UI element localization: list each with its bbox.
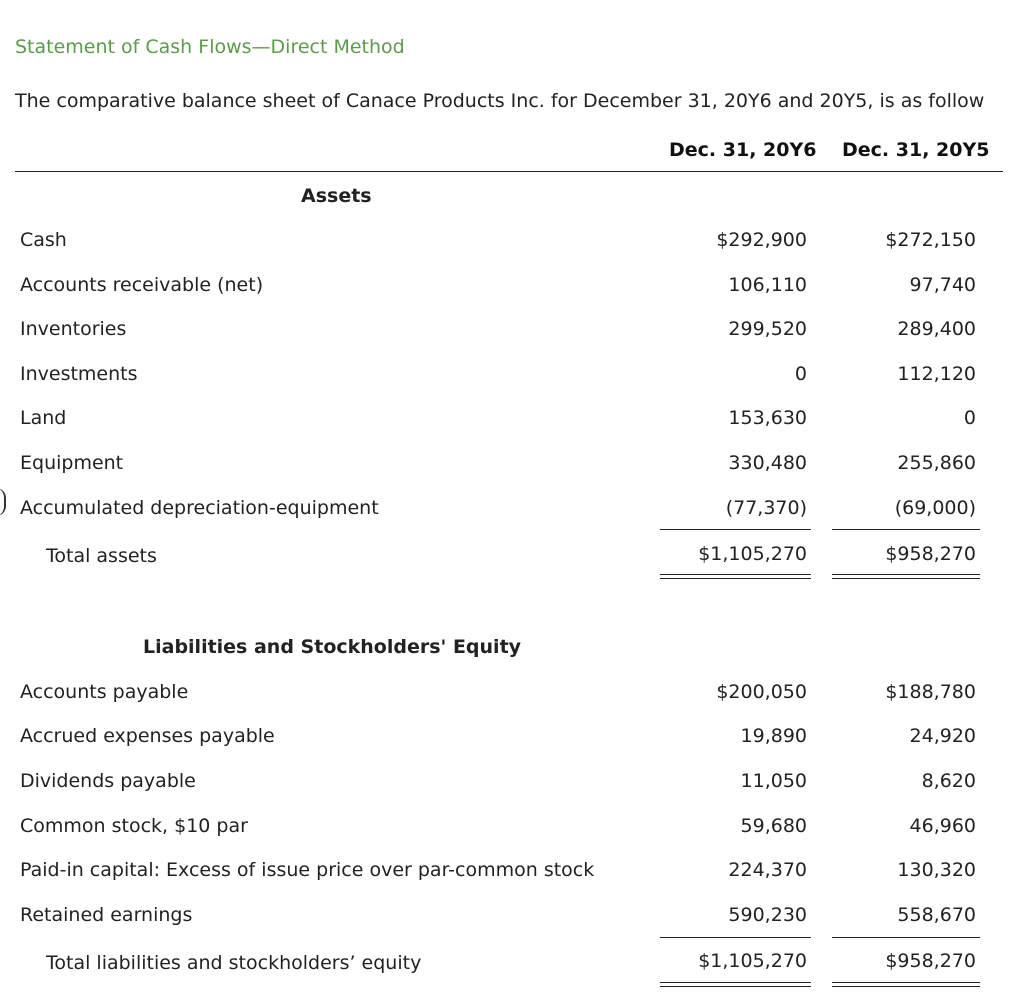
value-retained-earnings-20y6: 590,230 bbox=[728, 904, 807, 926]
value-total-assets-20y6: $1,105,270 bbox=[698, 543, 807, 565]
value-accrued-expenses-20y5: 24,920 bbox=[909, 725, 976, 747]
row-label-accounts-receivable: Accounts receivable (net) bbox=[20, 274, 264, 296]
value-inventories-20y5: 289,400 bbox=[897, 318, 976, 340]
value-accumulated-depreciation-20y5: (69,000) bbox=[894, 497, 976, 519]
assets-heading: Assets bbox=[301, 185, 372, 207]
value-total-liabilities-20y5: $958,270 bbox=[885, 950, 976, 972]
value-investments-20y5: 112,120 bbox=[897, 363, 976, 385]
value-dividends-payable-20y5: 8,620 bbox=[921, 770, 976, 792]
subtotal-rule bbox=[660, 937, 811, 938]
row-label-investments: Investments bbox=[20, 363, 138, 385]
row-label-equipment: Equipment bbox=[20, 452, 124, 474]
row-label-cash: Cash bbox=[20, 229, 67, 251]
row-label-accrued-expenses: Accrued expenses payable bbox=[20, 725, 275, 747]
total-double-rule bbox=[832, 574, 980, 575]
row-label-common-stock: Common stock, $10 par bbox=[20, 815, 248, 837]
subtotal-rule bbox=[832, 529, 980, 530]
value-total-liabilities-20y6: $1,105,270 bbox=[698, 950, 807, 972]
row-label-inventories: Inventories bbox=[20, 318, 127, 340]
value-common-stock-20y5: 46,960 bbox=[909, 815, 976, 837]
row-label-paid-in-capital: Paid-in capital: Excess of issue price over par-common stock bbox=[20, 859, 595, 881]
subtotal-rule bbox=[660, 529, 811, 530]
column-header-20y6: Dec. 31, 20Y6 bbox=[669, 139, 817, 161]
value-accounts-payable-20y5: $188,780 bbox=[885, 681, 976, 703]
row-label-total-assets: Total assets bbox=[46, 545, 157, 567]
value-investments-20y6: 0 bbox=[794, 363, 807, 385]
value-accounts-payable-20y6: $200,050 bbox=[716, 681, 807, 703]
total-double-rule bbox=[660, 578, 811, 579]
total-double-rule bbox=[660, 986, 811, 987]
row-label-accumulated-depreciation: Accumulated depreciation-equipment bbox=[20, 497, 379, 519]
value-common-stock-20y6: 59,680 bbox=[740, 815, 807, 837]
liabilities-heading: Liabilities and Stockholders' Equity bbox=[143, 636, 522, 658]
subtotal-rule bbox=[832, 937, 980, 938]
value-total-assets-20y5: $958,270 bbox=[885, 543, 976, 565]
value-accounts-receivable-20y5: 97,740 bbox=[909, 274, 976, 296]
total-double-rule bbox=[660, 982, 811, 983]
value-inventories-20y6: 299,520 bbox=[728, 318, 807, 340]
bracket-mark bbox=[0, 488, 6, 516]
total-double-rule bbox=[832, 982, 980, 983]
intro-text: The comparative balance sheet of Canace Products Inc. for December 31, 20Y6 and 20Y5, is as follow bbox=[15, 90, 985, 112]
column-header-20y5: Dec. 31, 20Y5 bbox=[842, 139, 990, 161]
value-land-20y6: 153,630 bbox=[728, 407, 807, 429]
row-label-total-liabilities: Total liabilities and stockholders’ equity bbox=[46, 952, 422, 974]
row-label-accounts-payable: Accounts payable bbox=[20, 681, 189, 703]
total-double-rule bbox=[832, 578, 980, 579]
value-dividends-payable-20y6: 11,050 bbox=[740, 770, 807, 792]
row-label-land: Land bbox=[20, 407, 67, 429]
value-cash-20y5: $272,150 bbox=[885, 229, 976, 251]
value-land-20y5: 0 bbox=[963, 407, 976, 429]
row-label-dividends-payable: Dividends payable bbox=[20, 770, 196, 792]
value-equipment-20y6: 330,480 bbox=[728, 452, 807, 474]
value-paid-in-capital-20y6: 224,370 bbox=[728, 859, 807, 881]
value-retained-earnings-20y5: 558,670 bbox=[897, 904, 976, 926]
value-paid-in-capital-20y5: 130,320 bbox=[897, 859, 976, 881]
value-accumulated-depreciation-20y6: (77,370) bbox=[725, 497, 807, 519]
header-divider bbox=[15, 171, 1003, 172]
value-accrued-expenses-20y6: 19,890 bbox=[740, 725, 807, 747]
total-double-rule bbox=[660, 574, 811, 575]
total-double-rule bbox=[832, 986, 980, 987]
row-label-retained-earnings: Retained earnings bbox=[20, 904, 193, 926]
value-equipment-20y5: 255,860 bbox=[897, 452, 976, 474]
value-accounts-receivable-20y6: 106,110 bbox=[728, 274, 807, 296]
page-title: Statement of Cash Flows—Direct Method bbox=[15, 36, 405, 58]
value-cash-20y6: $292,900 bbox=[716, 229, 807, 251]
